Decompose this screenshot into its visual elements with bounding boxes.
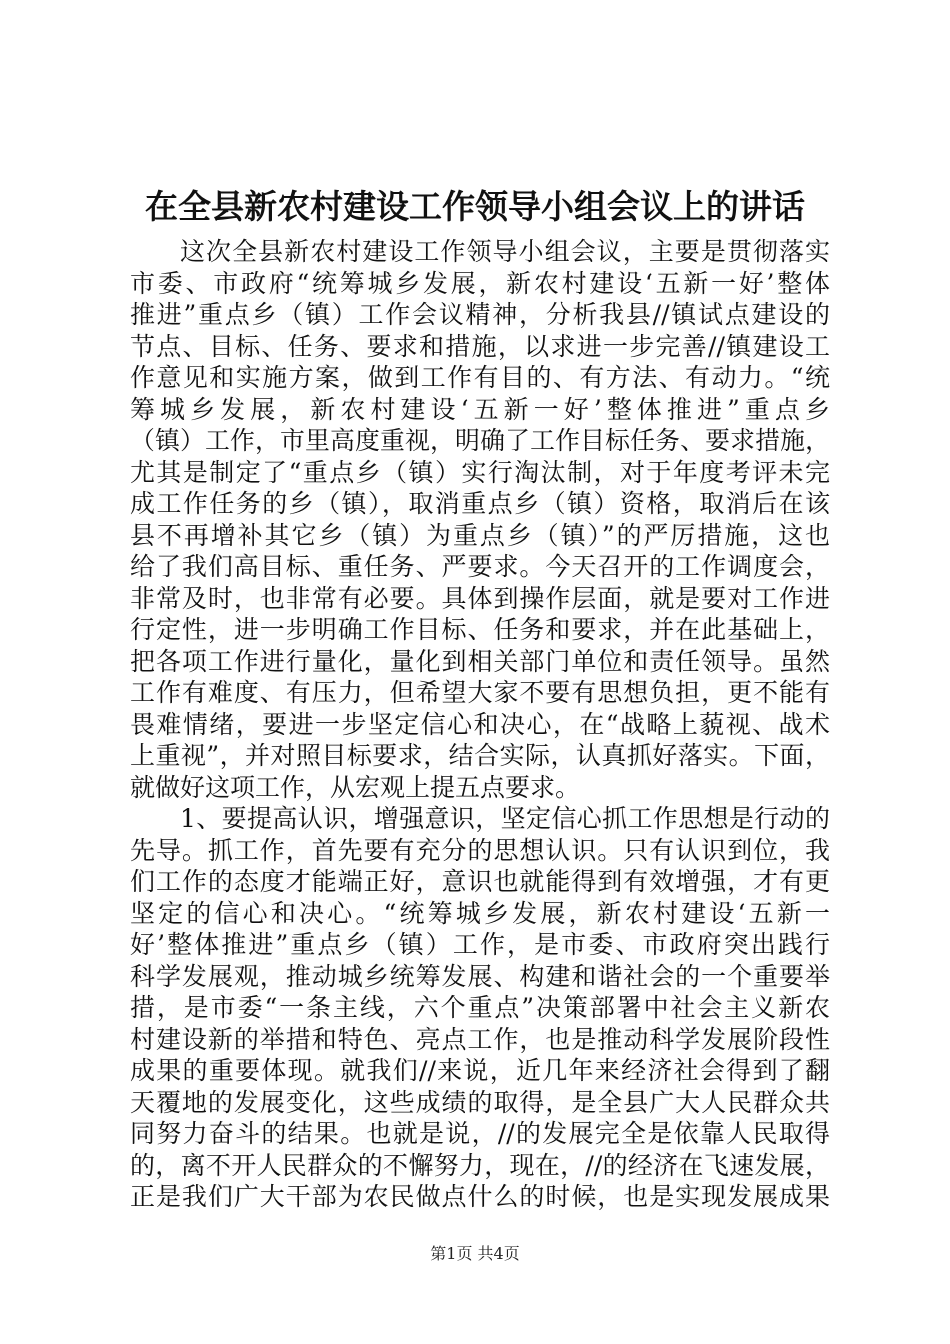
text-line: 们工作的态度才能端正好，意识也就能得到有效增强，才有更 — [130, 867, 830, 896]
page-footer: 第1页 共4页 — [430, 1244, 520, 1263]
text-line: 给了我们高目标、重任务、严要求。今天召开的工作调度会， — [130, 552, 830, 581]
text-line: 就做好这项工作，从宏观上提五点要求。 — [130, 772, 581, 802]
text-line: 的，离不开人民群众的不懈努力，现在，//的经济在飞速发展， — [130, 1150, 830, 1180]
paragraph-point-1 — [130, 803, 830, 1213]
text-line: （镇）工作，市里高度重视，明确了工作目标任务、要求措施， — [130, 426, 830, 455]
document-title: 在全县新农村建设工作领导小组会议上的讲话 — [145, 187, 805, 226]
text-line: 行定性，进一步明确工作目标、任务和要求，并在此基础上， — [130, 615, 830, 644]
text-line: 村建设新的举措和特色、亮点工作，也是推动科学发展阶段性 — [130, 1024, 830, 1054]
text-line: 科学发展观，推动城乡统筹发展、构建和谐社会的一个重要举 — [130, 961, 830, 991]
text-line: 尤其是制定了“重点乡（镇）实行淘汰制，对于年度考评未完 — [130, 457, 830, 487]
text-line: 上重视”，并对照目标要求，结合实际，认真抓好落实。下面， — [130, 741, 830, 770]
text-line: 畏难情绪，要进一步坚定信心和决心，在“战略上藐视、战术 — [130, 709, 830, 739]
text-line: 市委、市政府“统筹城乡发展，新农村建设‘五新一好’整体 — [130, 268, 830, 298]
text-line: 县不再增补其它乡（镇）为重点乡（镇）”的严厉措施，这也 — [130, 520, 830, 550]
text-line: 筹城乡发展，新农村建设‘五新一好’整体推进”重点乡 — [130, 394, 830, 424]
text-line: 坚定的信心和决心。“统筹城乡发展，新农村建设‘五新一 — [130, 898, 830, 928]
paragraph-intro — [130, 236, 830, 803]
text-line: 工作有难度、有压力，但希望大家不要有思想负担，更不能有 — [130, 678, 830, 707]
text-line: 同努力奋斗的结果。也就是说，//的发展完全是依靠人民取得 — [130, 1119, 830, 1148]
text-line: 好’整体推进”重点乡（镇）工作，是市委、市政府突出践行 — [130, 930, 830, 959]
text-line: 非常及时，也非常有必要。具体到操作层面，就是要对工作进 — [130, 583, 830, 613]
text-line: 这次全县新农村建设工作领导小组会议，主要是贯彻落实 — [180, 237, 830, 266]
text-line: 正是我们广大干部为农民做点什么的时候，也是实现发展成果 — [130, 1182, 830, 1211]
text-line: 措，是市委“一条主线，六个重点”决策部署中社会主义新农 — [130, 993, 830, 1022]
document-body — [130, 236, 830, 1213]
text-line: 先导。抓工作，首先要有充分的思想认识。只有认识到位，我 — [130, 835, 830, 865]
text-line: 节点、目标、任务、要求和措施，以求进一步完善//镇建设工 — [130, 331, 830, 361]
text-line: 推进”重点乡（镇）工作会议精神，分析我县//镇试点建设的 — [130, 300, 830, 329]
text-line: 天覆地的发展变化，这些成绩的取得，是全县广大人民群众共 — [130, 1087, 830, 1117]
text-line: 1、要提高认识，增强意识，坚定信心抓工作思想是行动的 — [180, 804, 830, 833]
text-line: 作意见和实施方案，做到工作有目的、有方法、有动力。“统 — [130, 363, 830, 392]
text-line: 成工作任务的乡（镇），取消重点乡（镇）资格，取消后在该 — [130, 489, 830, 518]
text-line: 把各项工作进行量化，量化到相关部门单位和责任领导。虽然 — [130, 646, 830, 676]
text-line: 成果的重要体现。就我们//来说，近几年来经济社会得到了翻 — [130, 1056, 830, 1085]
